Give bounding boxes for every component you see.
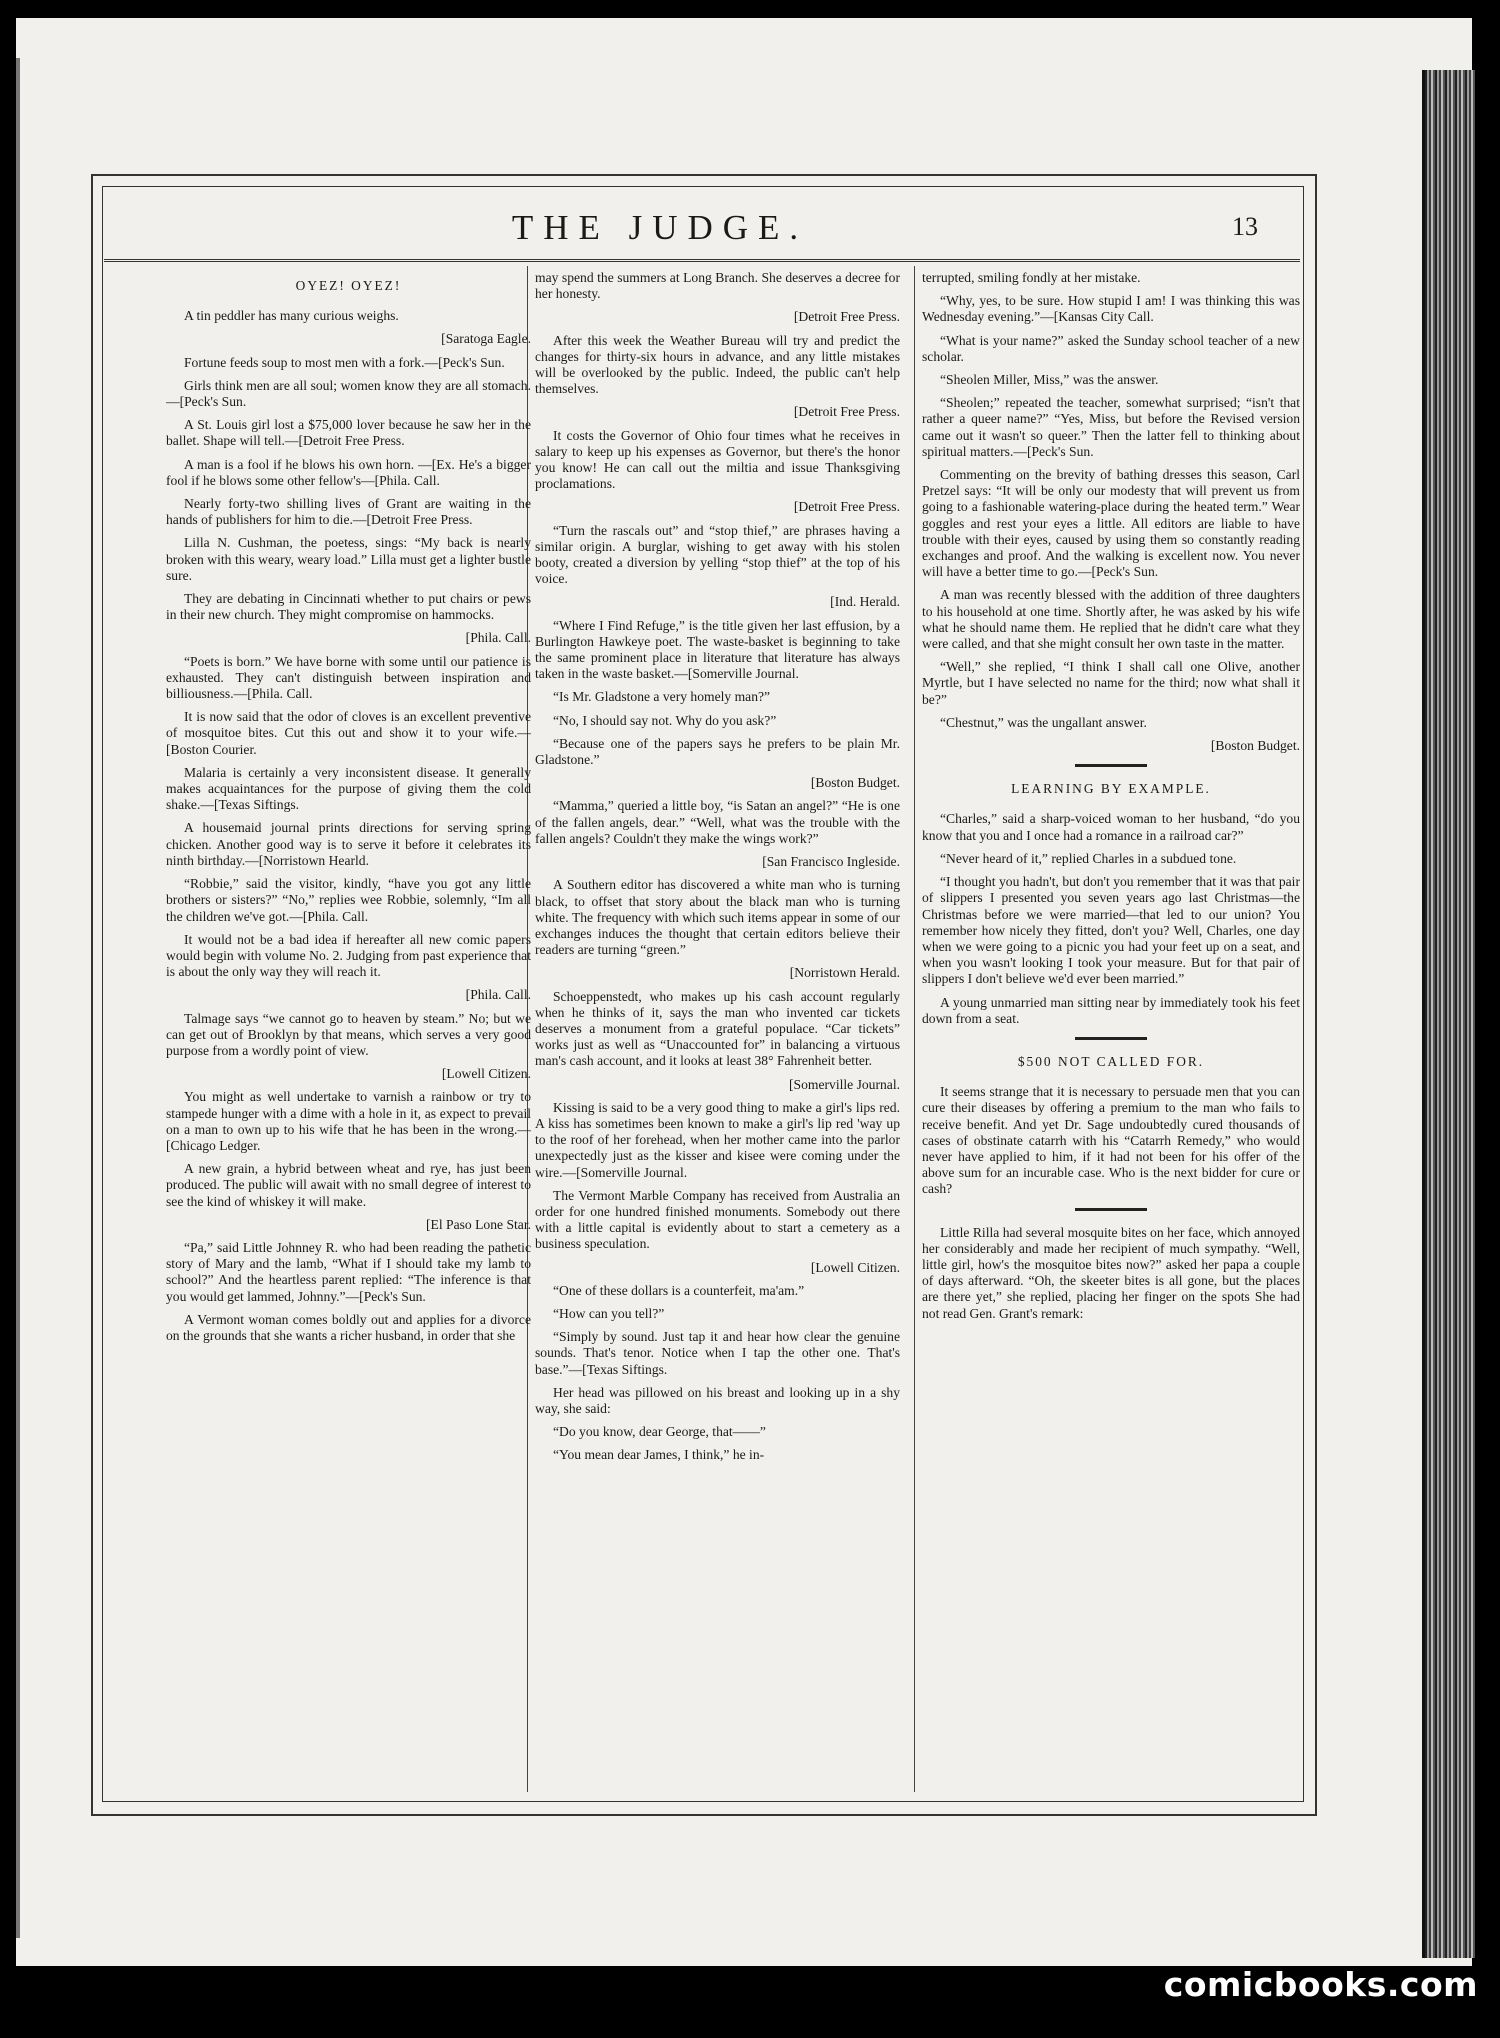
source-credit: [Boston Budget. bbox=[1210, 738, 1300, 754]
paragraph: It is now said that the odor of cloves is an excellent preventive of mosquitoe bites. Cut this out and show it to your wife.—[Boston Courier. bbox=[166, 709, 531, 757]
paragraph: “Turn the rascals out” and “stop thief,” are phrases having a similar origin. A burglar, wishing to get away with his stolen booty, created a diversion by yelling “stop thief” at the top of his voice. bbox=[535, 522, 900, 587]
paragraph: Girls think men are all soul; women know they are all stomach.—[Peck's Sun. bbox=[166, 377, 531, 410]
paragraph: Her head was pillowed on his breast and looking up in a shy way, she said: bbox=[535, 1384, 900, 1416]
source-credit: [Ind. Herald. bbox=[830, 594, 900, 610]
paragraph: “Chestnut,” was the ungallant answer. bbox=[940, 714, 1147, 730]
paragraph: “Well,” she replied, “I think I shall call one Olive, another Myrtle, but I have selected no name for the third; now what shall it be?” bbox=[922, 659, 1300, 707]
paragraph: A housemaid journal prints directions for serving spring chicken. Another good way is to serve it before it celebrates its ninth birthday.—[Norristown Hearld. bbox=[166, 820, 531, 868]
paragraph: A St. Louis girl lost a $75,000 lover because he saw her in the ballet. Shape will tell.—[Detroit Free Press. bbox=[166, 417, 531, 449]
source-credit: [Phila. Call. bbox=[465, 987, 531, 1003]
paragraph: Schoeppenstedt, who makes up his cash account regularly when he thinks of it, says the man who invented car tickets deserves a monument from a grateful populace. “Car tickets” works just as well as “Unaccounted for” in balancing a virtuous man's cash account, and it looks at least 38° Fahrenheit better. bbox=[535, 988, 900, 1069]
paragraph: “Where I Find Refuge,” is the title given her last effusion, by a Burlington Hawkeye poet. The waste-basket is beginning to take the same prominent place in literature that literature has always taken in the waste basket.—[Somerville Journal. bbox=[535, 617, 900, 682]
source-credit: [San Francisco Ingleside. bbox=[762, 854, 900, 870]
paragraph: “Because one of the papers says he prefers to be plain Mr. Gladstone.” bbox=[535, 735, 900, 768]
paragraph: “Mamma,” queried a little boy, “is Satan an angel?” “He is one of the fallen angels, dear.” “Well, what was the trouble with the fallen angels? Couldn't they make the wings work?” bbox=[535, 798, 900, 846]
paragraph: Commenting on the brevity of bathing dresses this season, Carl Pretzel says: “It will be only our modesty that will prevent us from going to a fashionable watering-place during the heated term.” Wear goggles and rest your eyes a little. All editors are liable to have trouble with their eyes, caused by using them so constantly reading exchanges and proof. And the walking is excellent now. You never will have a better time to go.—[Peck's Sun. bbox=[922, 467, 1300, 580]
paragraph: “What is your name?” asked the Sunday school teacher of a new scholar. bbox=[922, 332, 1300, 364]
paragraph: “Sheolen;” repeated the teacher, somewhat surprised; “isn't that rather a queer name?” “Yes, Miss, but before the Revised version came out it wasn't so queer.” Then the latter fell to thinking about spiritual matters.—[Peck's Sun. bbox=[922, 395, 1300, 459]
paragraph: “Robbie,” said the visitor, kindly, “have you got any little brothers or sisters?” “No,” replies wee Robbie, solemnly, “Im all the children we've got.—[Phila. Call. bbox=[166, 876, 531, 924]
paragraph: “Why, yes, to be sure. How stupid I am! I was thinking this was Wednesday evening.”—[Kansas City Call. bbox=[922, 293, 1300, 325]
section-heading: $500 NOT CALLED FOR. bbox=[1017, 1053, 1205, 1069]
source-credit: [Lowell Citizen. bbox=[810, 1259, 900, 1275]
source-credit: [Lowell Citizen. bbox=[441, 1066, 531, 1082]
source-credit: [Saratoga Eagle. bbox=[441, 331, 531, 347]
paragraph: “Sheolen Miller, Miss,” was the answer. bbox=[940, 372, 1159, 388]
paragraph: A new grain, a hybrid between wheat and rye, has just been produced. The public will await with no small degree of interest to see the kind of whiskey it will make. bbox=[166, 1161, 531, 1209]
source-credit: [Norristown Herald. bbox=[789, 965, 900, 981]
source-credit: [Detroit Free Press. bbox=[793, 404, 900, 420]
source-credit: [Somerville Journal. bbox=[789, 1076, 900, 1092]
text-column-2 bbox=[535, 270, 900, 1800]
paragraph: “Pa,” said Little Johnney R. who had been reading the pathetic story of Mary and the lamb, “What if I should take my lamb to school?” And the heartless parent replied: “The inference is that you would get lammed, Johnny.”—[Peck's Sun. bbox=[166, 1239, 531, 1304]
text-column-3 bbox=[922, 270, 1300, 1800]
watermark: comicbooks.com bbox=[1163, 1965, 1478, 2004]
source-credit: [Detroit Free Press. bbox=[793, 499, 900, 515]
paragraph: It would not be a bad idea if hereafter all new comic papers would begin with volume No. 2. Judging from past experience that is about the only way they will reach it. bbox=[166, 931, 531, 980]
page-number: 13 bbox=[1232, 212, 1258, 241]
paragraph: A young unmarried man sitting near by immediately took his feet down from a seat. bbox=[922, 994, 1300, 1026]
paragraph: It costs the Governor of Ohio four times what he receives in salary to keep up his expenses as Governor, but there's the honor you know! He can call out the miltia and issue Thanksgiving proclamations. bbox=[535, 427, 900, 492]
paragraph: Nearly forty-two shilling lives of Grant are waiting in the hands of publishers for him to die.—[Detroit Free Press. bbox=[166, 496, 531, 528]
section-separator bbox=[1075, 1208, 1147, 1211]
paragraph: A tin peddler has many curious weighs. bbox=[184, 308, 399, 324]
paragraph: Lilla N. Cushman, the poetess, sings: “My back is nearly broken with this weary, weary load.” Lilla must get a lighter bustle sure. bbox=[166, 535, 531, 583]
source-credit: [Detroit Free Press. bbox=[793, 309, 900, 325]
paragraph: It seems strange that it is necessary to persuade men that you can cure their diseases by offering a premium to the man who fails to receive benefit. And yet Dr. Sage undoubtedly cured thousands of cases of obstinate catarrh with his “Catarrh Remedy,” who would never have applied to him, if it had not been for his offer of the above sum for an incurable case. Who is the next bidder for cure or cash? bbox=[922, 1084, 1300, 1197]
column-rule bbox=[914, 266, 915, 1792]
section-separator bbox=[1075, 1037, 1147, 1040]
paragraph: A man was recently blessed with the addition of three daughters to his household at one time. Shortly after, he was asked by his wife what he should name them. He replied that he didn't care what they were called, and that she might consult her own taste in the matter. bbox=[922, 587, 1300, 652]
paragraph: “One of these dollars is a counterfeit, ma'am.” bbox=[553, 1282, 805, 1298]
source-credit: [El Paso Lone Star. bbox=[426, 1216, 531, 1232]
paragraph-continued: may spend the summers at Long Branch. She deserves a decree for her honesty. bbox=[535, 270, 900, 302]
paragraph-continued: terrupted, smiling fondly at her mistake. bbox=[922, 270, 1141, 285]
page-left-edge bbox=[16, 58, 20, 1938]
masthead-title: THE JUDGE. bbox=[511, 208, 809, 247]
paragraph: “You mean dear James, I think,” he in- bbox=[553, 1447, 765, 1463]
section-separator bbox=[1075, 764, 1147, 767]
text-column-1 bbox=[166, 270, 531, 1800]
paragraph: “Poets is born.” We have borne with some until our patience is exhausted. They can't distinguish between inspiration and billiousness.—[Phila. Call. bbox=[166, 653, 531, 702]
paragraph: Malaria is certainly a very inconsistent disease. It generally makes acquaintances for the purpose of giving them the cold shake.—[Texas Siftings. bbox=[166, 764, 531, 813]
section-heading: OYEZ! OYEZ! bbox=[295, 278, 402, 293]
paragraph: A man is a fool if he blows his own horn. —[Ex. He's a bigger fool if he blows some other fellow's—[Phila. Call. bbox=[166, 456, 531, 488]
paragraph: “Is Mr. Gladstone a very homely man?” bbox=[553, 689, 771, 705]
paragraph: They are debating in Cincinnati whether to put chairs or pews in their new church. They might compromise on hammocks. bbox=[166, 591, 531, 623]
paragraph: The Vermont Marble Company has received from Australia an order for one hundred finished monuments. Somebody out there with a little capital is evidently about to start a cemetery as a business speculation. bbox=[535, 1187, 900, 1252]
paragraph: Kissing is said to be a very good thing to make a girl's lips red. A kiss has sometimes been known to make a girl's lip red 'way up to the roof of her forehead, when her mother came into the parlor unexpectedly just as the kisser and kisee were coming under the wire.—[Somerville Journal. bbox=[535, 1099, 900, 1180]
section-heading: LEARNING BY EXAMPLE. bbox=[1011, 781, 1211, 797]
masthead-rule bbox=[104, 259, 1300, 262]
paragraph: “Do you know, dear George, that——” bbox=[553, 1424, 766, 1440]
source-credit: [Boston Budget. bbox=[810, 775, 900, 791]
paragraph: “Never heard of it,” replied Charles in a subdued tone. bbox=[940, 850, 1237, 866]
paragraph: “I thought you hadn't, but don't you remember that it was that pair of slippers I presented you seven years ago last Christmas—the Christmas before we were married—that led to our union? You remember how nicely they fitted, don't you? Well, Charles, one day when we were going to a picnic you had your feet up on a seat, and when you wasn't looking I took your measure. But for that pair of slippers I don't believe we'd ever been married.” bbox=[922, 874, 1300, 987]
paragraph: You might as well undertake to varnish a rainbow or try to stampede hunger with a dime with a hole in it, as expect to prevail on a man to own up to his wife that he has been in the wrong.—[Chicago Ledger. bbox=[166, 1089, 531, 1153]
paragraph: “Charles,” said a sharp-voiced woman to her husband, “do you know that you and I once had a romance in a railroad car?” bbox=[922, 811, 1300, 843]
paragraph: “How can you tell?” bbox=[553, 1305, 665, 1321]
paragraph: After this week the Weather Bureau will try and predict the changes for thirty-six hours in advance, and any little mistakes will be overlooked by the public. Indeed, the public can't help themselves. bbox=[535, 332, 900, 397]
paragraph: A Southern editor has discovered a white man who is turning black, to offset that story about the black man who is turning white. The frequency with which such items appear in some of our exchanges induces the thought that certain editors believe their readers are turning “green.” bbox=[535, 877, 900, 958]
paragraph: Talmage says “we cannot go to heaven by steam.” No; but we can get out of Brooklyn by that means, which serves a very good purpose from a wordly point of view. bbox=[166, 1010, 531, 1058]
paragraph: Fortune feeds soup to most men with a fork.—[Peck's Sun. bbox=[184, 354, 505, 370]
paragraph: “No, I should say not. Why do you ask?” bbox=[553, 712, 777, 728]
paragraph: “Simply by sound. Just tap it and hear how clear the genuine sounds. That's tenor. Notice when I tap the other one. That's base.”—[Texas Siftings. bbox=[535, 1329, 900, 1377]
page-binding-edge bbox=[1422, 70, 1475, 1958]
source-credit: [Phila. Call. bbox=[465, 630, 531, 646]
paragraph: Little Rilla had several mosquite bites on her face, which annoyed her considerably and made her recipient of much sympathy. “Well, little girl, how's the mosquitoe bites now?” asked her papa a couple of days afterward. “Oh, the skeeter bites is all gone, but the places are there yet,” she replied, placing her finger on the spots She had not read Gen. Grant's remark: bbox=[922, 1224, 1300, 1321]
paragraph: A Vermont woman comes boldly out and applies for a divorce on the grounds that she wants a richer husband, in order that she bbox=[166, 1311, 531, 1343]
